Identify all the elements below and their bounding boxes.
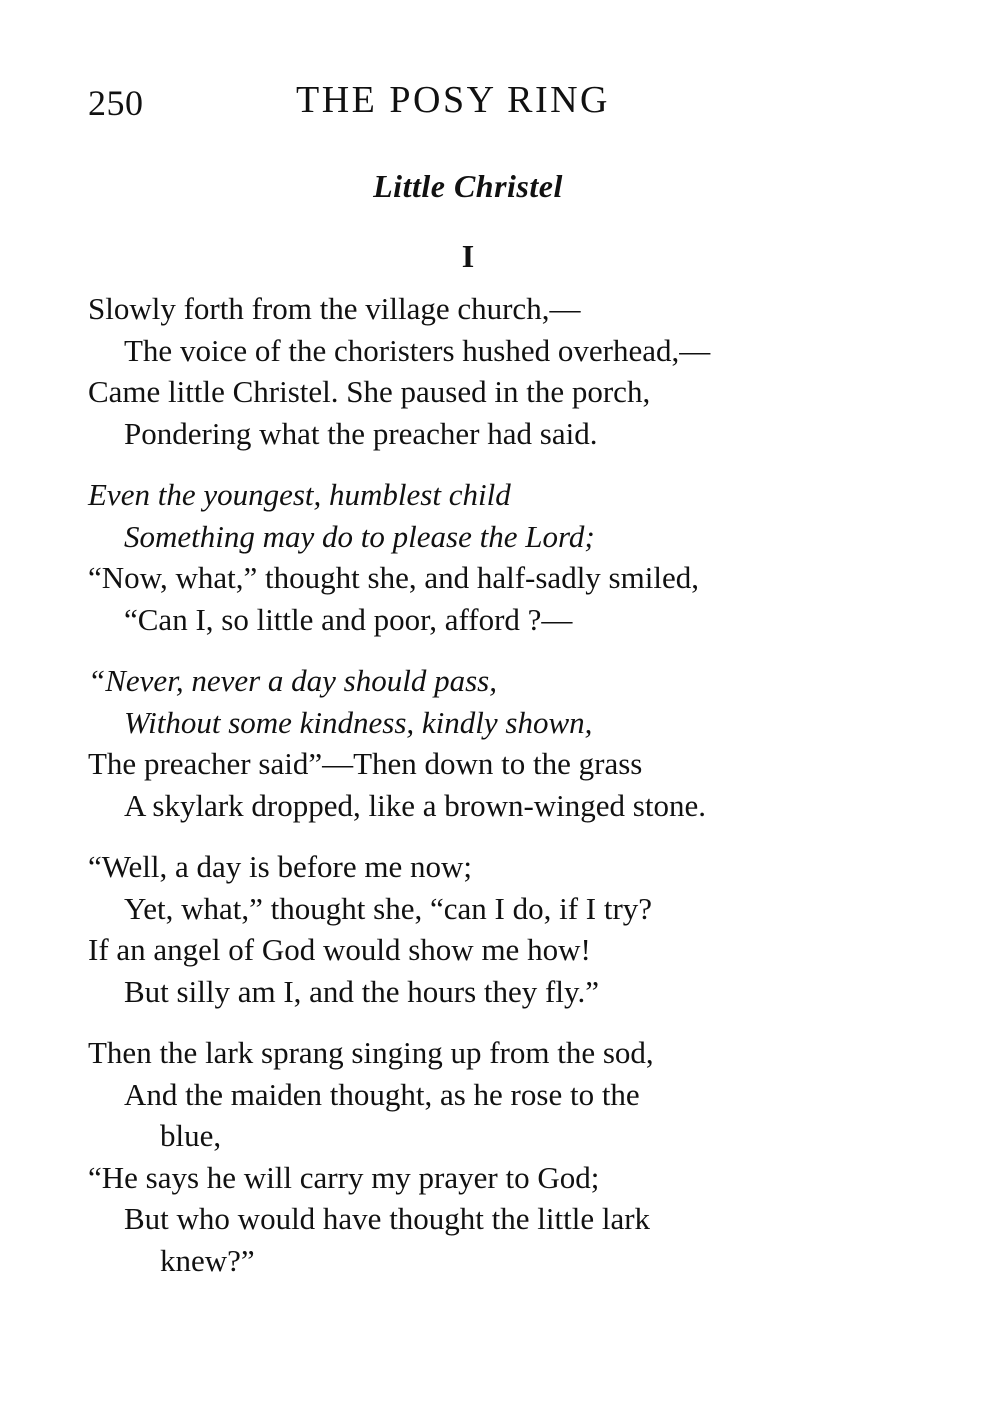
- poem-line: “Can I, so little and poor, afford ?—: [124, 601, 573, 637]
- poem-line: Even the youngest, humblest child: [88, 477, 511, 512]
- poem-line: knew?”: [160, 1242, 255, 1278]
- poem-line: blue,: [160, 1118, 222, 1153]
- poem-line: “He says he will carry my prayer to God;: [88, 1159, 600, 1195]
- poem-line: Without some kindness, kindly shown,: [124, 704, 593, 740]
- running-title: THE POSY RING: [296, 79, 610, 121]
- poem-line: A skylark dropped, like a brown-winged stone.: [124, 787, 706, 823]
- page-number: 250: [88, 83, 144, 123]
- poem-line: Came little Christel. She paused in the porch,: [88, 374, 651, 409]
- poem-line: “Never, never a day should pass,: [88, 663, 497, 698]
- poem-title: Little Christel: [373, 168, 563, 204]
- poem-line: The voice of the choristers hushed overhead,—: [124, 332, 711, 368]
- poem-line: And the maiden thought, as he rose to the: [124, 1076, 640, 1112]
- stanza: [88, 660, 968, 826]
- poem-line: If an angel of God would show me how!: [88, 932, 591, 967]
- poem-line: The preacher said”—Then down to the grass: [88, 746, 643, 781]
- poem-line: But silly am I, and the hours they fly.”: [124, 973, 599, 1009]
- poem-line: “Well, a day is before me now;: [88, 849, 473, 884]
- poem-line: Slowly forth from the village church,—: [88, 291, 581, 326]
- section-number: I: [461, 238, 475, 274]
- poem-line: Then the lark sprang singing up from the sod,: [88, 1035, 654, 1070]
- stanza: [88, 288, 968, 454]
- poem-line: “Now, what,” thought she, and half-sadly smiled,: [88, 560, 699, 595]
- stanza: [88, 1032, 968, 1281]
- poem-line: Pondering what the preacher had said.: [124, 415, 598, 451]
- poem-line: Yet, what,” thought she, “can I do, if I try?: [124, 890, 653, 926]
- poem-line: Something may do to please the Lord;: [124, 518, 595, 554]
- poem-body: [88, 288, 968, 1301]
- page-header: [88, 78, 688, 128]
- stanza: [88, 846, 968, 1012]
- stanza: [88, 474, 968, 640]
- poem-line: But who would have thought the little lark: [124, 1201, 651, 1236]
